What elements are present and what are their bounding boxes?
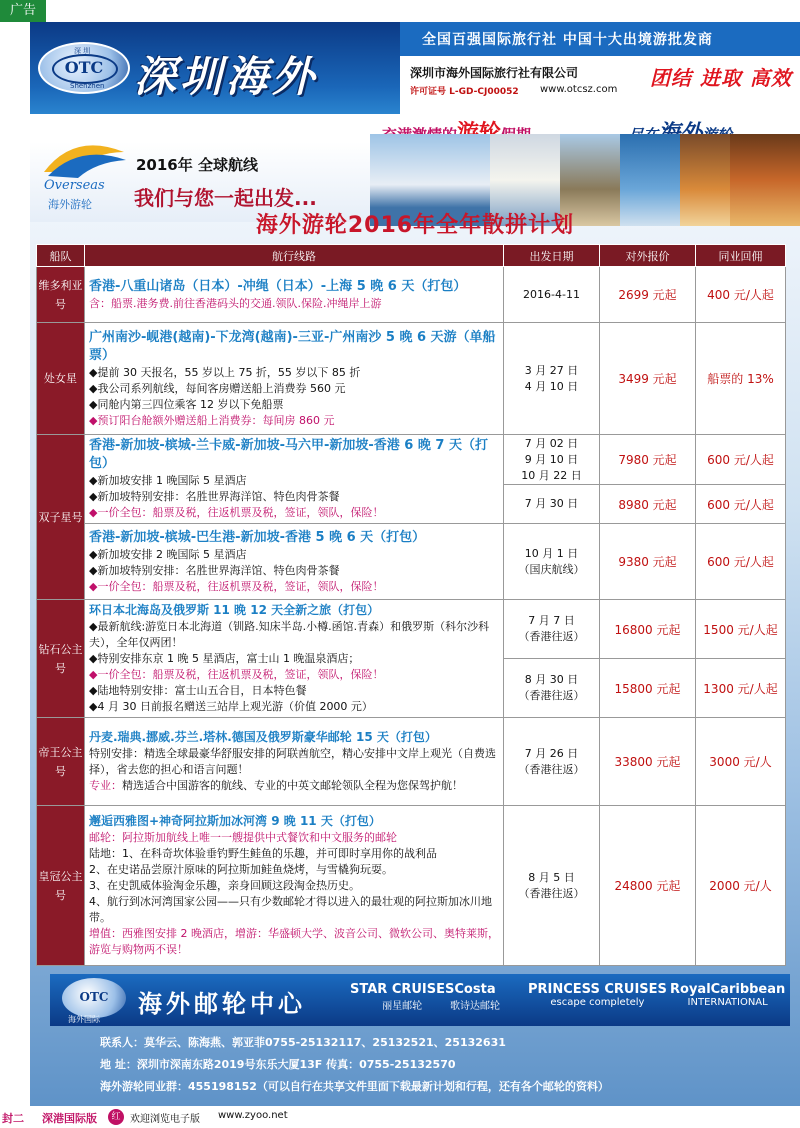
departure-date [504,718,600,806]
table-row [37,323,786,435]
ad-tag: 广告 [0,0,46,22]
date-line: 7 月 26 日 [524,746,579,760]
date-line: （香港往返） [518,886,585,900]
route-cell [85,806,504,966]
date-line: 9 月 10 日 [524,452,579,466]
page-title: 海外游轮2016年全年散拼计划 [255,213,575,238]
cruise-center-bar [50,974,790,1026]
departure-date [504,659,600,718]
logo-text: OTC [64,58,104,77]
route-title: 丹麦.瑞典.挪威.芬兰.塔林.德国及俄罗斯豪华邮轮 15 天（打包） [89,730,437,744]
brand-name: Costa [454,982,496,997]
date-line: 7 月 02 日 [524,436,579,450]
route-cell [85,524,504,600]
date-line: （香港往返） [518,762,585,776]
commission: 600 元/人起 [696,485,786,524]
date-line: （国庆航线） [518,562,585,576]
date-line: 8 月 30 日 [524,673,579,686]
footer-logo-text: OTC [79,990,109,1004]
contact-address: 地 址：深圳市深南东路2019号东乐大厦13F 传真：0755-25132570 [100,1058,456,1071]
route-cell [85,267,504,323]
commission: 1500 元/人起 [696,600,786,659]
table-row [37,267,786,323]
route-line: ◆一价全包：船票及税，往返机票及税，签证，领队，保险！ [89,579,384,593]
route-line: 增值：西雅图安排 2 晚酒店，增游：华盛顿大学、波音公司、微软公司、奥特莱斯，游览与购物两不误！ [89,927,499,956]
ship-name: 钻石公主号 [37,600,85,718]
route-line: ◆一价全包：船票及税，往返机票及税，签证，领队，保险！ [89,506,384,519]
table-row [37,524,786,600]
price: 7980 元起 [600,435,696,485]
route-title: 香港-新加坡-槟城-兰卡威-新加坡-马六甲-新加坡-香港 6 晚 7 天（打包） [89,438,488,471]
page-footer [0,1106,800,1128]
route-line [89,778,499,794]
brand-name: STAR CRUISES [350,982,455,997]
route-cell [85,600,504,718]
route-note: 含：船票.港务费.前往香港码头的交通.领队.保险.冲绳岸上游 [89,296,382,310]
route-line: 邮轮：阿拉斯加航线上唯一一艘提供中式餐饮和中文服务的邮轮 [89,831,397,844]
table-header-row [37,245,786,267]
route-cell [85,323,504,435]
price: 16800 元起 [600,600,696,659]
logo-bottom-text: Shenzhen [70,82,105,90]
page-badge: 红 [108,1109,124,1125]
commission: 2000 元/人 [696,806,786,966]
page-label: 封二 [2,1112,24,1125]
cruise-center-title: 海外邮轮中心 [138,990,306,1018]
date-line: （香港往返） [518,630,585,643]
cruise-poster [30,22,800,1106]
commission: 船票的 13% [696,323,786,435]
together-slogan: 我们与您一起出发... [134,186,317,210]
route-label: 专业： [89,779,122,792]
ship-name: 帝王公主号 [37,718,85,806]
ship-name: 皇冠公主号 [37,806,85,966]
col-commission: 同业回佣 [696,245,786,267]
route-title: 环日本北海岛及俄罗斯 11 晚 12 天全新之旅（打包） [89,603,380,617]
departure-date [504,435,600,485]
ship-name: 维多利亚号 [37,267,85,323]
route-line: 2、在史诺品尝原汁原味的阿拉斯加鲑鱼烧烤，与雪橇狗玩耍。 [89,863,393,876]
table-row [37,718,786,806]
route-line: ◆新加坡安排 1 晚国际 5 星酒店 [89,474,247,487]
brand-royal-caribbean [670,982,785,1008]
commission: 400 元/人起 [696,267,786,323]
price: 24800 元起 [600,806,696,966]
route-line: ◆陆地特别安排：富士山五合目，日本特色餐 [89,684,307,697]
route-line: ◆提前 30 天报名，55 岁以上 75 折，55 岁以下 85 折 [89,365,361,379]
contact-persons: 联系人：莫华云、陈海燕、郭亚菲0755-25132117、25132521、25132631 [100,1036,506,1049]
date-line: 7 月 7 日 [528,614,575,627]
departure-date: 2016-4-11 [504,267,600,323]
route-line: ◆一价全包：船票及税，往返机票及税，签证，领队，保险！ [89,668,384,681]
table-row [37,806,786,966]
price: 2699 元起 [600,267,696,323]
company-name: 深圳市海外国际旅行社有限公司 [410,66,579,80]
brand-cn: 丽星邮轮 [382,1001,423,1012]
site-url[interactable]: www.zyoo.net [218,1110,288,1121]
route-line: 4、航行到冰河湾国家公园——只有少数邮轮才得以进入的最壮观的阿拉斯加冰川地带。 [89,895,492,924]
commission: 1300 元/人起 [696,659,786,718]
route-line: ◆新加坡特别安排：名胜世界海洋馆、特色肉骨茶餐 [89,490,340,503]
route-line: ◆预订阳台舱额外赠送船上消费券：每间房 860 元 [89,413,335,427]
ship-name: 处女星 [37,323,85,435]
logo-top-text: 深 圳 [74,47,91,55]
departure-date [504,323,600,435]
peer-group: 海外游轮同业群：455198152（可以自行在共享文件里面下载最新计划和行程，还有各个邮轮的资料） [100,1080,609,1093]
price: 3499 元起 [600,323,696,435]
ship-name: 双子星号 [37,435,85,600]
brand-name: 深圳海外 [134,52,319,101]
overseas-logo-cn: 海外游轮 [48,198,92,211]
departure-date [504,524,600,600]
route-line: ◆同舱内第三四位乘客 12 岁以下免船票 [89,397,284,411]
route-cell [85,435,504,524]
edition-label: 深港国际版 [42,1112,97,1125]
welcome-text: 欢迎浏览电子版 [130,1114,200,1125]
brand-cn: 歌诗达邮轮 [450,1001,500,1012]
brand-princess [528,982,667,1008]
route-text: 精选适合中国游客的航线、专业的中英文邮轮领队全程为您保驾护航！ [122,779,463,792]
route-line: 特别安排：精选全球最豪华舒服安排的阿联酋航空，精心安排中文岸上观光（自费选择），省去您的担心和语言问题！ [89,747,496,776]
date-line: 10 月 22 日 [521,468,582,482]
commission: 600 元/人起 [696,435,786,485]
brand-costa [450,982,500,1012]
price: 9380 元起 [600,524,696,600]
departure-date [504,806,600,966]
price: 33800 元起 [600,718,696,806]
route-line: 3、在史凯威体验淘金乐趣，亲身回顾这段淘金热历史。 [89,879,360,892]
route-title: 香港-新加坡-槟城-巴生港-新加坡-香港 5 晚 6 天（打包） [89,529,426,545]
footer-logo-caption: 海外国际 [68,1015,100,1024]
commission: 600 元/人起 [696,524,786,600]
route-line: ◆我公司系列航线，每间客房赠送船上消费券 560 元 [89,381,346,395]
route-line: ◆新加坡特别安排：名胜世界海洋馆、特色肉骨茶餐 [89,563,340,577]
route-line: ◆4 月 30 日前报名赠送三站岸上观光游（价值 2000 元） [89,700,373,713]
price: 15800 元起 [600,659,696,718]
website-link[interactable]: www.otcsz.com [540,84,618,95]
route-title: 广州南沙-岘港(越南)-下龙湾(越南)-三亚-广州南沙 5 晚 6 天游（单船票） [89,329,496,363]
route-cell [85,718,504,806]
col-price: 对外报价 [600,245,696,267]
route-line: ◆特别安排东京 1 晚 5 星酒店，富士山 1 晚温泉酒店； [89,652,360,665]
departure-date [504,600,600,659]
tagline-bar [400,22,800,56]
commission: 3000 元/人 [696,718,786,806]
slogan: 团结 进取 高效 [650,66,792,90]
header-brand-panel [30,22,400,114]
year-line: 2016年 全球航线 [136,156,258,174]
table-row [37,600,786,659]
date-line: 10 月 1 日 [524,546,579,560]
brand-cn: INTERNATIONAL [687,997,768,1008]
brand-name: PRINCESS CRUISES [528,982,667,997]
tagline: 全国百强国际旅行社 中国十大出境游批发商 [422,32,713,48]
brand-name: RoyalCaribbean [670,982,786,997]
brand-star-cruises [350,982,454,1012]
col-date: 出发日期 [504,245,600,267]
col-ship: 船队 [37,245,85,267]
price: 8980 元起 [600,485,696,524]
table-row [37,435,786,485]
route-title: 香港-八重山诸岛（日本）-冲绳（日本）-上海 5 晚 6 天（打包） [89,278,467,294]
brand-cn: escape completely [550,997,645,1008]
route-title: 邂逅西雅图+神奇阿拉斯加冰河湾 9 晚 11 天（打包） [89,814,381,828]
route-line: ◆新加坡安排 2 晚国际 5 星酒店 [89,547,247,561]
route-line: ◆最新航线:游览日本北海道（钏路.知床半岛.小樽.函馆.青森）和俄罗斯（科尔沙科夫），全年仅两团！ [89,620,490,649]
schedule-table [36,244,786,966]
date-line: 8 月 5 日 [528,870,575,884]
date-line: 4 月 10 日 [524,379,579,393]
footer-otc-logo [62,978,126,1018]
col-route: 航行线路 [85,245,504,267]
company-info [400,56,800,114]
license-number: 许可证号 L-GD-CJ00052 [410,87,519,97]
route-line: 陆地：1、在科奇坎体验垂钓野生鲑鱼的乐趣，并可即时享用你的战利品 [89,847,437,860]
date-line: （香港往返） [518,689,585,702]
departure-date: 7 月 30 日 [504,485,600,524]
overseas-logo-en: Overseas [44,178,105,193]
date-line: 3 月 27 日 [524,363,579,377]
